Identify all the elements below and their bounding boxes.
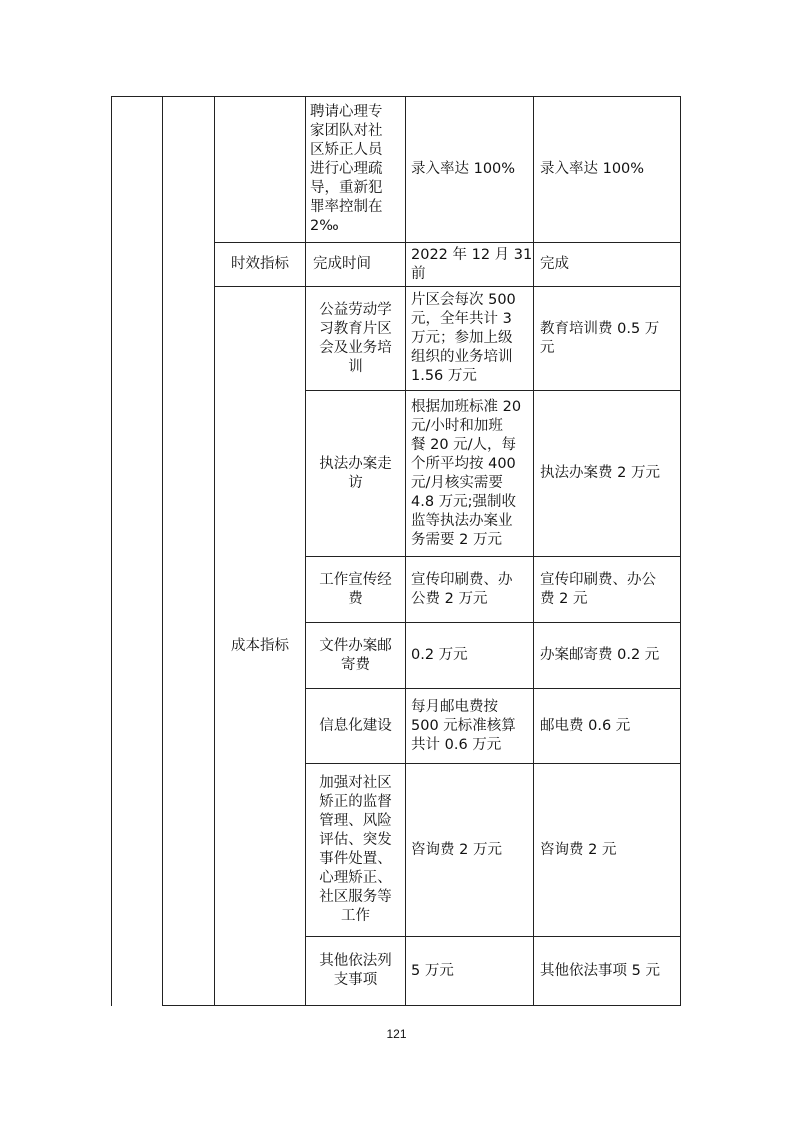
cell-text: 执法办案费 2 万元 <box>540 465 660 481</box>
cell-text: 成本指标 <box>231 637 289 654</box>
cell-text: 0.2 万元 <box>411 647 468 663</box>
table-column-divider-5 <box>533 96 534 1006</box>
table-cell-secondary <box>215 243 305 286</box>
cell-text: 录入率达 100% <box>411 161 516 177</box>
table-cell-indicator <box>313 243 405 286</box>
table-cell-target <box>411 287 533 390</box>
cell-text: 聘请心理专 家团队对社 区矫正人员 进行心理疏 导，重新犯 罪率控制在 2‰ <box>310 104 383 234</box>
cell-text: 办案邮寄费 0.2 元 <box>540 647 660 663</box>
table-cell-secondary-merged <box>215 287 305 1005</box>
table-cell-target <box>411 937 533 1005</box>
table-cell-actual <box>540 764 680 936</box>
cell-text: 工作宣传经 费 <box>319 571 392 607</box>
cell-text: 完成 <box>540 256 569 272</box>
cell-text: 每月邮电费按 500 元标准核算 共计 0.6 万元 <box>411 698 516 753</box>
table-cell-actual <box>540 689 680 763</box>
cell-text: 加强对社区 矫正的监督 管理、风险 评估、突发 事件处置、 心理矫正、 社区服务等 工作 <box>319 775 392 924</box>
cell-text: 文件办案邮 寄费 <box>319 637 392 673</box>
cell-text: 其他依法事项 5 元 <box>540 962 660 979</box>
cell-text: 宣传印刷费、办 公费 2 万元 <box>411 571 513 607</box>
cell-text: 信息化建设 <box>319 717 392 734</box>
cell-text: 时效指标 <box>231 256 289 272</box>
table-cell-target <box>411 391 533 556</box>
table-cell-target <box>411 623 533 688</box>
table-cell-indicator <box>306 937 405 1005</box>
table-cell-actual <box>540 937 680 1005</box>
cell-text: 咨询费 2 元 <box>540 841 617 858</box>
table-cell-target <box>411 97 533 242</box>
cell-text: 5 万元 <box>411 962 454 979</box>
cell-text: 执法办案走 访 <box>319 455 392 491</box>
table-column-divider-4 <box>405 96 406 1006</box>
table-cell-target <box>411 764 533 936</box>
table-cell-indicator <box>306 689 405 763</box>
table-cell-target <box>411 557 533 622</box>
cell-text: 宣传印刷费、办公 费 2 元 <box>540 571 656 607</box>
cell-text: 片区会每次 500 元，全年共计 3 万元；参加上级 组织的业务培训 1.56 万元 <box>411 292 516 384</box>
table-cell-actual <box>540 243 680 286</box>
cell-text: 教育培训费 0.5 万 元 <box>540 320 660 356</box>
table-border-right <box>680 96 681 1006</box>
table-cell-indicator <box>306 287 405 390</box>
table-cell-indicator <box>310 97 405 242</box>
page-number: 121 <box>386 1027 407 1041</box>
cell-text: 完成时间 <box>313 256 371 272</box>
cell-text: 邮电费 0.6 元 <box>540 717 631 734</box>
cell-text: 根据加班标准 20 元/小时和加班 餐 20 元/人，每 个所平均按 400 元/月核实需要 4.8 万元;强制收 监等执法办案业 务需要 2 万元 <box>411 398 522 548</box>
table-cell-actual <box>540 557 680 622</box>
table-cell-actual <box>540 623 680 688</box>
table-cell-indicator <box>306 764 405 936</box>
table-cell-indicator <box>306 623 405 688</box>
table-cell-target <box>411 689 533 763</box>
table-border-left <box>111 96 112 1006</box>
cell-text: 公益劳动学 习教育片区 会及业务培 训 <box>319 301 392 375</box>
table-border-bottom <box>162 1005 681 1006</box>
cell-text: 其他依法列 支事项 <box>319 953 392 988</box>
cell-text: 咨询费 2 万元 <box>411 841 502 858</box>
table-column-divider-1 <box>162 96 163 1006</box>
table-cell-indicator <box>306 391 405 556</box>
cell-text: 录入率达 100% <box>540 161 645 177</box>
table-cell-actual <box>540 287 680 390</box>
table-cell-actual <box>540 97 680 242</box>
table-cell-indicator <box>306 557 405 622</box>
cell-text: 2022 年 12 月 31 前 <box>411 246 533 282</box>
table-cell-actual <box>540 391 680 556</box>
table-cell-target <box>411 243 533 286</box>
